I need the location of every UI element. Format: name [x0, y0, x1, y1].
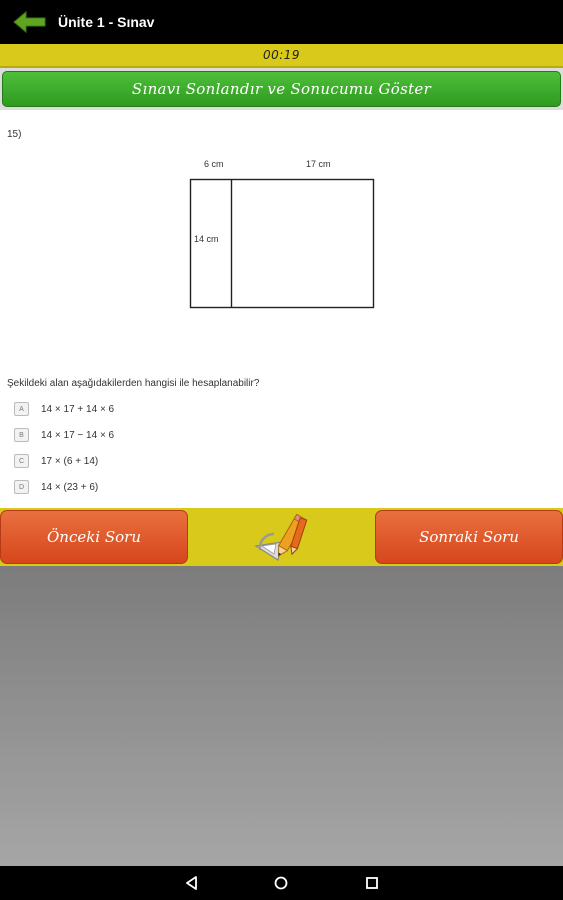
tools-button[interactable] [252, 512, 310, 564]
system-home-button[interactable] [270, 872, 292, 894]
system-recents-button[interactable] [361, 872, 383, 894]
option-a-letter: A [14, 402, 29, 416]
square-recents-icon [364, 875, 380, 891]
back-button[interactable] [8, 0, 52, 44]
next-question-button[interactable] [375, 510, 563, 564]
timer-bar [0, 44, 563, 68]
question-content [0, 110, 563, 508]
question-text: Şekildeki alan aşağıdakilerden hangisi ile hesaplanabilir? [7, 378, 260, 389]
previous-question-button[interactable] [0, 510, 188, 564]
figure-width-label-right: 17 cm [306, 159, 331, 169]
option-b-letter: B [14, 428, 29, 442]
previous-question-label: Önceki Soru [46, 528, 142, 546]
question-nav-bar [0, 508, 563, 566]
circle-home-icon [273, 875, 289, 891]
question-number: 15) [7, 129, 22, 140]
app-title-bar [0, 0, 563, 44]
next-question-label: Sonraki Soru [419, 528, 519, 546]
page-title: Ünite 1 - Sınav [58, 14, 155, 30]
option-d[interactable] [14, 474, 114, 500]
finish-bar [0, 68, 563, 110]
ruler-pencil-icon [252, 512, 310, 564]
option-a[interactable] [14, 396, 114, 422]
option-d-letter: D [14, 480, 29, 494]
answer-options [14, 396, 114, 500]
system-nav-bar [0, 866, 563, 900]
finish-exam-label: Sınavı Sonlandır ve Sonucumu Göster [131, 80, 432, 98]
timer-text: 00:19 [262, 48, 301, 62]
option-d-text: 14 × (23 + 6) [41, 481, 99, 493]
option-c-letter: C [14, 454, 29, 468]
option-a-text: 14 × 17 + 14 × 6 [41, 403, 115, 415]
figure-height-label: 14 cm [194, 234, 219, 244]
option-c[interactable] [14, 448, 114, 474]
finish-exam-button[interactable] [2, 71, 561, 107]
option-b[interactable] [14, 422, 114, 448]
back-arrow-icon [12, 10, 48, 34]
empty-area [0, 566, 563, 866]
system-back-button[interactable] [181, 872, 203, 894]
option-b-text: 14 × 17 − 14 × 6 [41, 429, 115, 441]
rectangle-figure [180, 174, 380, 314]
option-c-text: 17 × (6 + 14) [41, 455, 99, 467]
figure-width-label-left: 6 cm [204, 159, 224, 169]
triangle-back-icon [184, 875, 200, 891]
